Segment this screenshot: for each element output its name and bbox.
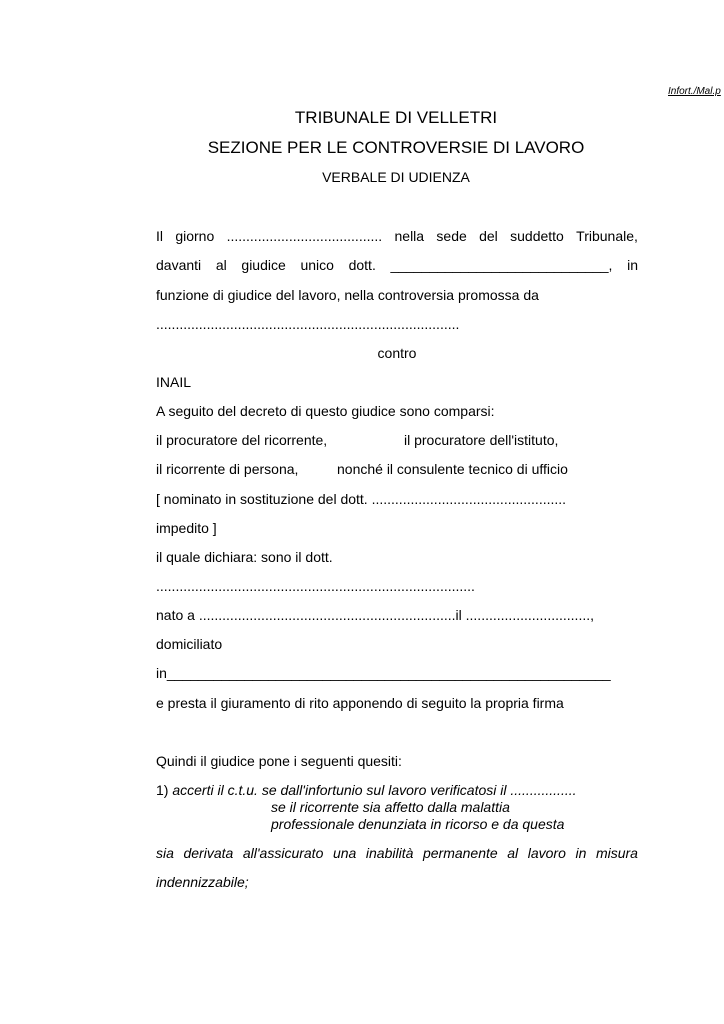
- substitution-note: [ nominato in sostituzione del dott. ..................................................: [156, 491, 567, 507]
- word: sede: [436, 228, 467, 244]
- word: giudice: [241, 257, 286, 273]
- word: all'assicurato: [242, 845, 324, 861]
- attendee-expert: nonché il consulente tecnico di ufficio: [337, 461, 568, 477]
- word: al: [215, 257, 227, 273]
- domicile-blank: in_________________________________________________________: [156, 665, 611, 681]
- attendee-claimant-attorney: il procuratore del ricorrente,: [156, 432, 328, 448]
- paragraph-line-1: [156, 228, 638, 244]
- word: derivata: [183, 845, 234, 861]
- word: ____________________________,: [390, 257, 613, 273]
- word: in: [575, 845, 587, 861]
- word: giorno: [175, 228, 215, 244]
- questions-intro: Quindi il giudice pone i seguenti quesiti:: [156, 753, 402, 769]
- word: del: [479, 228, 498, 244]
- attendee-claimant: il ricorrente di persona,: [156, 461, 299, 477]
- word: lavoro: [527, 845, 566, 861]
- appearance-intro: A seguito del decreto di questo giudice sono comparsi:: [156, 403, 495, 419]
- expert-declaration: il quale dichiara: sono il dott.: [156, 549, 333, 565]
- word: in: [627, 257, 638, 273]
- word: sia: [156, 845, 174, 861]
- paragraph-line-3: funzione di giudice del lavoro, nella controversia promossa da: [156, 287, 539, 303]
- question-1-line-1: [156, 782, 577, 798]
- word: permanente: [422, 845, 498, 861]
- domicile-label: domiciliato: [156, 636, 223, 652]
- question-number: 1): [156, 782, 173, 798]
- word: suddetto: [510, 228, 564, 244]
- document-type-title: VERBALE DI UDIENZA: [322, 169, 470, 185]
- word: inabilità: [365, 845, 414, 861]
- question-1-line-2: se il ricorrente sia affetto dalla malattia: [271, 799, 510, 815]
- word: unico: [300, 257, 334, 273]
- question-1-line-4: [156, 845, 638, 861]
- birth-details-blank: nato a ..................................................................il ................................,: [156, 607, 594, 623]
- word: nella: [394, 228, 425, 244]
- oath-statement: e presta il giuramento di rito apponendo di seguito la propria firma: [156, 695, 564, 711]
- word: al: [507, 845, 519, 861]
- word: ........................................: [226, 228, 383, 244]
- claimant-blank: ..............................................................................: [156, 316, 460, 332]
- paragraph-line-2: [156, 257, 638, 273]
- contro-label: contro: [377, 345, 417, 361]
- word: davanti: [156, 257, 202, 273]
- question-1-text: accerti il c.t.u. se dall'infortunio sul lavoro verificatosi il .................: [172, 782, 577, 798]
- question-1-line-5: indennizzabile;: [156, 874, 249, 890]
- word: dott.: [348, 257, 376, 273]
- word: Tribunale,: [576, 228, 638, 244]
- substitution-note-end: impedito ]: [156, 520, 217, 536]
- attendee-institute-attorney: il procuratore dell'istituto,: [404, 432, 559, 448]
- word: Il: [156, 228, 163, 244]
- question-1-line-3: professionale denunziata in ricorso e da questa: [271, 816, 565, 832]
- section-title: SEZIONE PER LE CONTROVERSIE DI LAVORO: [207, 138, 585, 157]
- word: misura: [595, 845, 638, 861]
- expert-name-blank: ..................................................................................: [156, 578, 475, 594]
- word: una: [332, 845, 357, 861]
- defendant-name: INAIL: [156, 374, 192, 390]
- document-reference: Infort./Mal.p: [668, 86, 721, 97]
- court-title: TRIBUNALE DI VELLETRI: [294, 108, 498, 127]
